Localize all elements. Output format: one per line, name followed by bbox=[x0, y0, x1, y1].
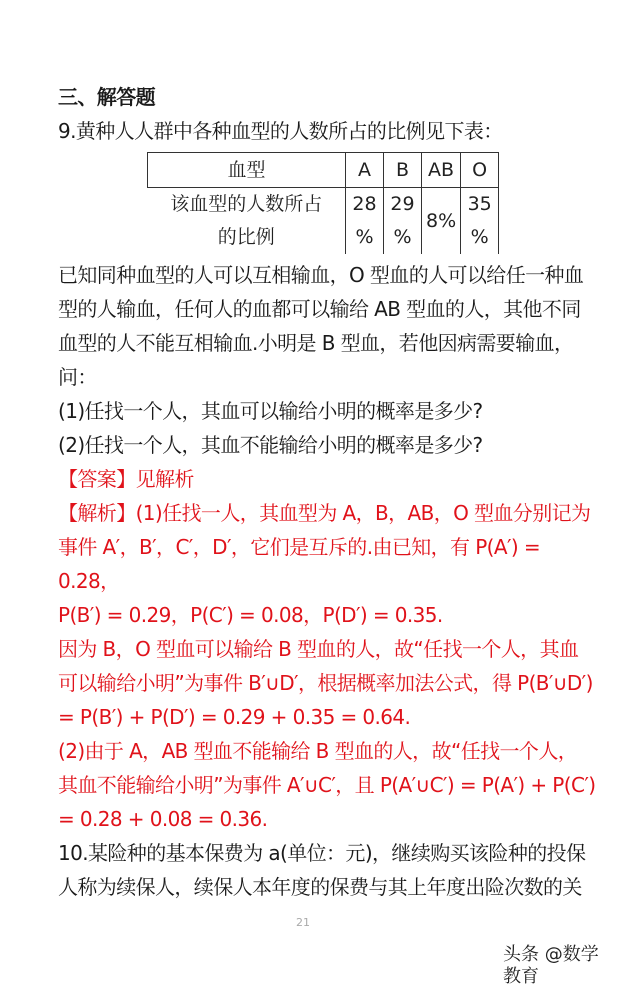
table-wrapper bbox=[58, 148, 606, 258]
cell-value: 28 bbox=[352, 193, 377, 215]
cell-unit: % bbox=[470, 226, 489, 248]
analysis-line: 【解析】(1)任找一人，其血型为 A，B，AB，O 型血分别记为 bbox=[58, 501, 591, 525]
row-label-line-1: 该血型的人数所占 bbox=[170, 193, 323, 215]
q9-subquestion-2: (2)任找一个人，其血不能输给小明的概率是多少? bbox=[58, 433, 483, 457]
page-number: 21 bbox=[296, 916, 310, 929]
cell-value: 29 bbox=[390, 193, 415, 215]
blood-type-table bbox=[147, 152, 499, 254]
q9-body-line: 已知同种血型的人可以互相输血，O 型血的人可以给任一种血 bbox=[58, 263, 584, 287]
analysis-line: 因为 B，O 型血可以输给 B 型血的人，故“任找一个人，其血 bbox=[58, 637, 579, 661]
watermark: 头条 @数学教育 bbox=[503, 944, 599, 987]
table-cell-o bbox=[461, 188, 499, 255]
q9-body-line: 血型的人不能互相输血.小明是 B 型血，若他因病需要输血，问： bbox=[58, 331, 574, 389]
table-header-a: A bbox=[346, 153, 384, 188]
analysis-line: 事件 A′，B′，C′，D′，它们是互斥的.由已知，有 P(A′) = 0.28， bbox=[58, 535, 541, 593]
table-cell-a bbox=[346, 188, 384, 255]
q9-subquestion-1: (1)任找一个人，其血可以输给小明的概率是多少? bbox=[58, 399, 483, 423]
table-header-b: B bbox=[384, 153, 422, 188]
section-title: 三、解答题 bbox=[58, 85, 155, 109]
table-cell-b bbox=[384, 188, 422, 255]
question-10-line: 10.某险种的基本保费为 a(单位：元)，继续购买该险种的投保 bbox=[58, 841, 586, 865]
row-label-line-2: 的比例 bbox=[217, 226, 275, 248]
analysis-line: (2)由于 A，AB 型血不能输给 B 型血的人，故“任找一个人， bbox=[58, 739, 578, 763]
table-header-o: O bbox=[461, 153, 499, 188]
question-9-stem: 9.黄种人人群中各种血型的人数所占的比例见下表： bbox=[58, 119, 503, 143]
page-footer bbox=[58, 914, 606, 987]
table-row-label bbox=[148, 188, 346, 255]
analysis-line: = P(B′) + P(D′) = 0.29 + 0.35 = 0.64. bbox=[58, 705, 411, 729]
analysis-line: 其血不能输给小明”为事件 A′∪C′，且 P(A′∪C′) = P(A′) + P(C′) bbox=[58, 773, 596, 797]
q9-body-line: 型的人输血，任何人的血都可以输给 AB 型血的人，其他不同 bbox=[58, 297, 581, 321]
analysis-line: P(B′) = 0.29，P(C′) = 0.08，P(D′) = 0.35. bbox=[58, 603, 443, 627]
analysis-line: = 0.28 + 0.08 = 0.36. bbox=[58, 807, 268, 831]
cell-unit: % bbox=[355, 226, 374, 248]
analysis-line: 可以输给小明”为事件 B′∪D′，根据概率加法公式，得 P(B′∪D′) bbox=[58, 671, 593, 695]
cell-value: 35 bbox=[467, 193, 492, 215]
table-cell-ab: 8% bbox=[422, 188, 461, 255]
table-header-ab: AB bbox=[422, 153, 461, 188]
question-10-line: 人称为续保人，续保人本年度的保费与其上年度出险次数的关 bbox=[58, 875, 582, 899]
cell-unit: % bbox=[393, 226, 412, 248]
table-header-blood-type: 血型 bbox=[148, 153, 346, 188]
answer-label: 【答案】见解析 bbox=[58, 467, 194, 491]
